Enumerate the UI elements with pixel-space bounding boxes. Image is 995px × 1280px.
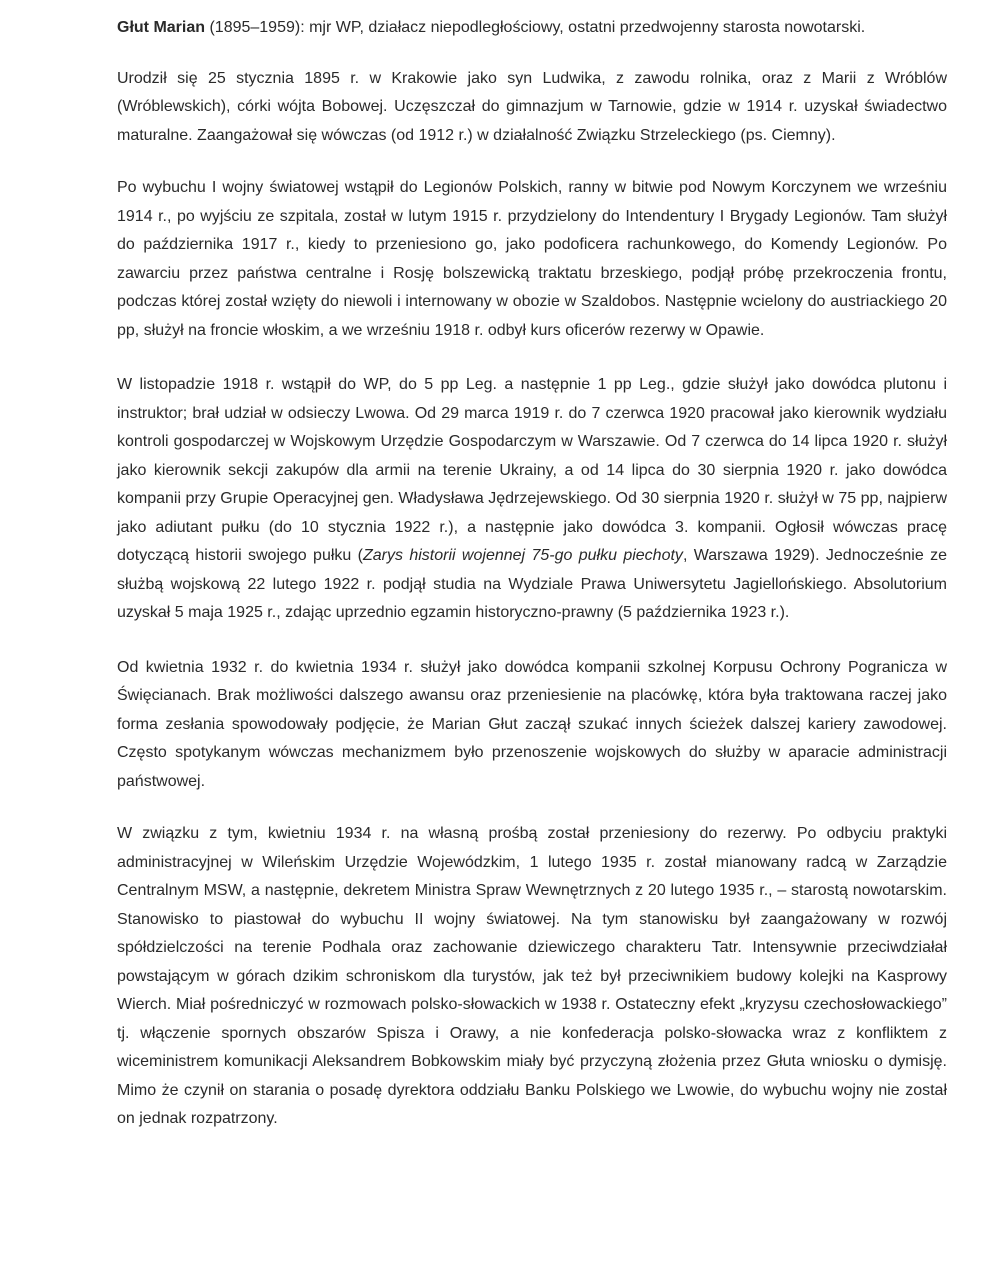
paragraph-military-career bbox=[117, 371, 947, 628]
paragraph-birth: Urodził się 25 stycznia 1895 r. w Krakowie jako syn Ludwika, z zawodu rolnika, oraz z Marii z Wróblów (Wróblewskich), córki wójta Bobowej. Uczęszczał do gimnazjum w Tarnowie, gdzie w 1914 r. uzyskał świadectwo maturalne. Zaangażował się wówczas (od 1912 r.) w działalność Związku Strzeleckiego (ps. Ciemny). bbox=[117, 69, 947, 144]
paragraph-border-corps: Od kwietnia 1932 r. do kwietnia 1934 r. służył jako dowódca kompanii szkolnej Korpusu Ochrony Pogranicza w Święcianach. Brak możliwości dalszego awansu oraz przeniesienie na placówkę, która była traktowana raczej jako forma zesłania spowodowały podjęcie, że Marian Głut zaczął szukać innych ścieżek dalszej kariery zawodowej. Często spotykanym wówczas mechanizmem było przenoszenie wojskowych do służby w aparacie administracji państwowej. bbox=[117, 658, 947, 790]
paragraph-legions: Po wybuchu I wojny światowej wstąpił do Legionów Polskich, ranny w bitwie pod Nowym Korczynem we wrześniu 1914 r., po wyjściu ze szpitala, został w lutym 1915 r. przydzielony do Intendentury I Brygady Legionów. Tam służył do października 1917 r., kiedy to przeniesiono go, jako podoficera rachunkowego, do Komendy Legionów. Po zawarciu przez państwa centralne i Rosję bolszewicką traktatu brzeskiego, podjął próbę przekroczenia frontu, podczas której został wzięty do niewoli i internowany w obozie w Szaldobos. Następnie wcielony do austriackiego 20 pp, służył na froncie włoskim, a we wrześniu 1918 r. odbył kurs oficerów rezerwy w Opawie. bbox=[117, 179, 947, 339]
intro-paragraph bbox=[117, 14, 947, 43]
paragraph-text: , Warszawa 1929). Jednocześnie ze służbą wojskową 22 lutego 1922 r. podjął studia na Wydziale Prawa Uniwersytetu Jagiellońskiego. Absolutorium uzyskał 5 maja 1925 r., zdając uprzednio egzamin historyczno-prawny (5 października 1923 r.). bbox=[117, 547, 948, 621]
intro-text: (1895–1959): mjr WP, działacz niepodległościowy, ostatni przedwojenny starosta nowotarski. bbox=[205, 19, 866, 36]
book-title: Zarys historii wojennej 75-go pułku piechoty bbox=[362, 547, 683, 564]
paragraph-starost: W związku z tym, kwietniu 1934 r. na własną prośbą został przeniesiony do rezerwy. Po odbyciu praktyki administracyjnej w Wileńskim Urzędzie Wojewódzkim, 1 lutego 1935 r. został mianowany radcą w Zarządzie Centralnym MSW, a następnie, dekretem Ministra Spraw Wewnętrznych z 20 lutego 1935 r., – starostą nowotarskim. Stanowisko to piastował do wybuchu II wojny światowej. Na tym stanowisku był zaangażowany w rozwój spółdzielczości na terenie Podhala oraz zachowanie dziewiczego charakteru Tatr. Intensywnie przeciwdziałał powstającym w górach dzikim schroniskom dla turystów, jak też był przeciwnikiem budowy kolejki na Kasprowy Wierch. Miał pośredniczyć w rozmowach polsko-słowackich w 1938 r. Ostateczny efekt „kryzysu czechosłowackiego” tj. włączenie spornych obszarów Spisza i Orawy, a nie konfederacja polsko-słowacka wraz z konfliktem z wiceministrem komunikacji Aleksandrem Bobkowskim miały być przyczyną złożenia przez Głuta wniosku o dymisję. Mimo że czynił on starania o posadę dyrektora oddziału Banku Polskiego we Lwowie, do wybuchu wojny nie został on jednak rozpatrzony. bbox=[117, 825, 947, 1127]
paragraph-text: W listopadzie 1918 r. wstąpił do WP, do 5 pp Leg. a następnie 1 pp Leg., gdzie służył jako dowódca plutonu i instruktor; brał udział w odsieczy Lwowa. Od 29 marca 1919 r. do 7 czerwca 1920 pracował jako kierownik wydziału kontroli gospodarczej w Wojskowym Urzędzie Gospodarczym w Warszawie. Od 7 czerwca do 14 lipca 1920 r. służył jako kierownik sekcji zakupów dla armii na terenie Ukrainy, a od 14 lipca do 30 sierpnia 1920 r. jako dowódca kompanii przy Grupie Operacyjnej gen. Władysława Jędrzejewskiego. Od 30 sierpnia 1920 r. służył w 75 pp, najpierw jako adiutant pułku (do 10 stycznia 1922 r.), a następnie jako dowódca 3. kompanii. Ogłosił wówczas pracę dotyczącą historii swojego pułku ( bbox=[117, 376, 947, 564]
person-name: Głut Marian bbox=[117, 19, 206, 36]
